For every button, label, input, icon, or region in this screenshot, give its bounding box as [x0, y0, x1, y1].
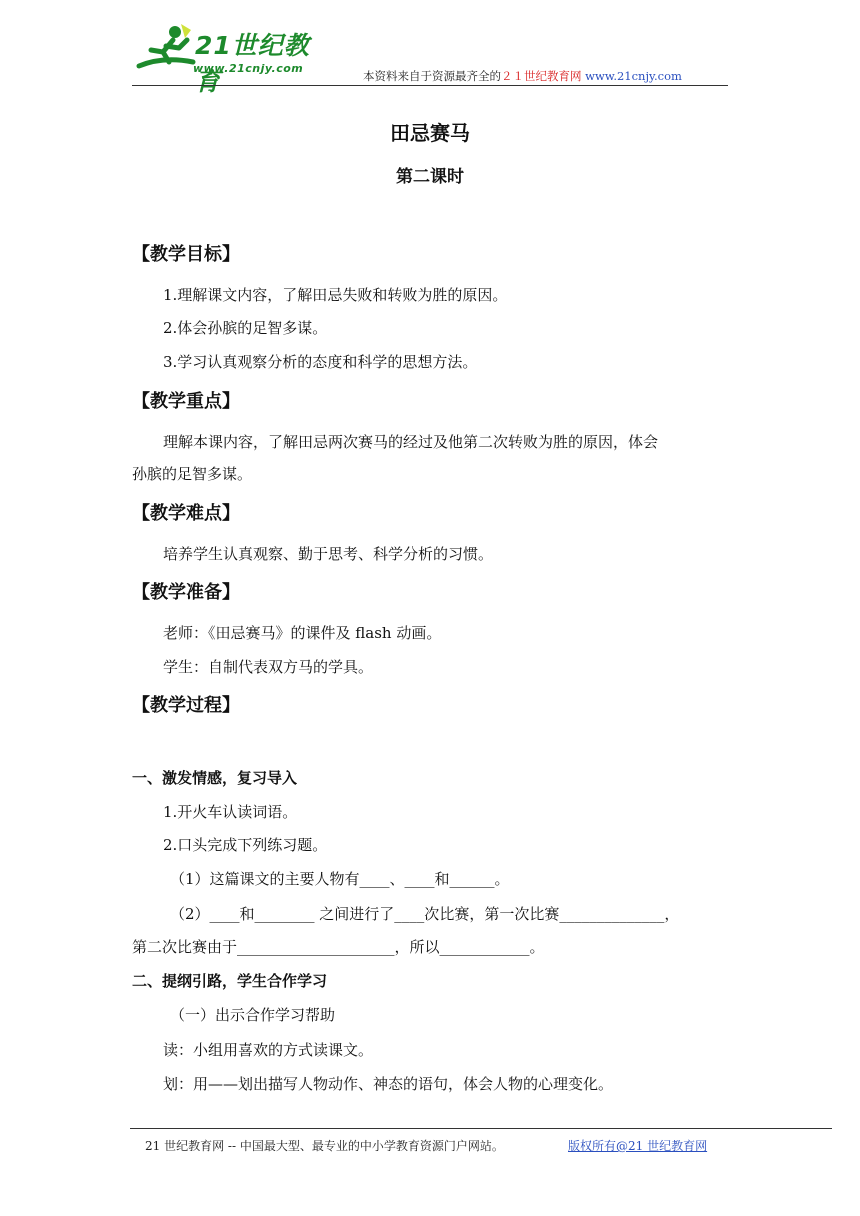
exercise-q1: （1）这篇课文的主要人物有____、____和______。 [170, 870, 510, 888]
preparation-student: 学生：自制代表双方马的学具。 [163, 658, 374, 676]
part1-title: 一、激发情感，复习导入 [132, 769, 298, 787]
focus-text-line2: 孙膑的足智多谋。 [132, 465, 253, 483]
header-brand-link[interactable]: ２１世纪教育网 [501, 69, 582, 83]
goal-item: 1.理解课文内容，了解田忌失败和转败为胜的原因。 [163, 286, 508, 304]
header-divider [132, 85, 728, 86]
goal-item: 2.体会孙膑的足智多谋。 [163, 319, 328, 337]
preparation-heading: 【教学准备】 [132, 582, 240, 603]
part2-title: 二、提纲引路，学生合作学习 [132, 972, 328, 990]
mark-instruction: 划：用——划出描写人物动作、神态的语句，体会人物的心理变化。 [163, 1075, 614, 1093]
focus-text-line1: 理解本课内容，了解田忌两次赛马的经过及他第二次转败为胜的原因，体会 [163, 433, 659, 451]
footer-text: 21 世纪教育网 -- 中国最大型、最专业的中小学教育资源门户网站。 [145, 1139, 504, 1153]
process-heading: 【教学过程】 [132, 695, 240, 716]
read-instruction: 读：小组用喜欢的方式读课文。 [163, 1041, 374, 1059]
page-subtitle: 第二课时 [396, 167, 464, 187]
goals-heading: 【教学目标】 [132, 244, 240, 265]
logo-text: 21世纪教育 [195, 31, 310, 96]
part2-subtitle: （一）出示合作学习帮助 [170, 1006, 336, 1024]
preparation-teacher: 老师：《田忌赛马》的课件及 flash 动画。 [163, 624, 442, 642]
page-title: 田忌赛马 [390, 121, 470, 145]
difficulty-heading: 【教学难点】 [132, 503, 240, 524]
exercise-q2-line1: （2）____和________ 之间进行了____次比赛，第一次比赛______________， [170, 905, 680, 923]
footer-divider [130, 1128, 832, 1129]
exercise-q2-line2: 第二次比赛由于_____________________，所以____________。 [132, 938, 545, 956]
focus-heading: 【教学重点】 [132, 391, 240, 412]
logo-url: www.21cnjy.com [193, 62, 304, 75]
header-note [363, 68, 682, 84]
part1-item: 1.开火车认读词语。 [163, 803, 298, 821]
header-note-prefix: 本资料来自于资源最齐全的 [363, 69, 501, 83]
goal-item: 3.学习认真观察分析的态度和科学的思想方法。 [163, 353, 478, 371]
footer-copyright-link[interactable]: 版权所有@21 世纪教育网 [568, 1139, 708, 1153]
header-url-link[interactable]: www.21cnjy.com [585, 69, 682, 83]
part1-item: 2.口头完成下列练习题。 [163, 836, 328, 854]
site-logo[interactable] [133, 22, 333, 96]
difficulty-text: 培养学生认真观察、勤于思考、科学分析的习惯。 [163, 545, 494, 563]
